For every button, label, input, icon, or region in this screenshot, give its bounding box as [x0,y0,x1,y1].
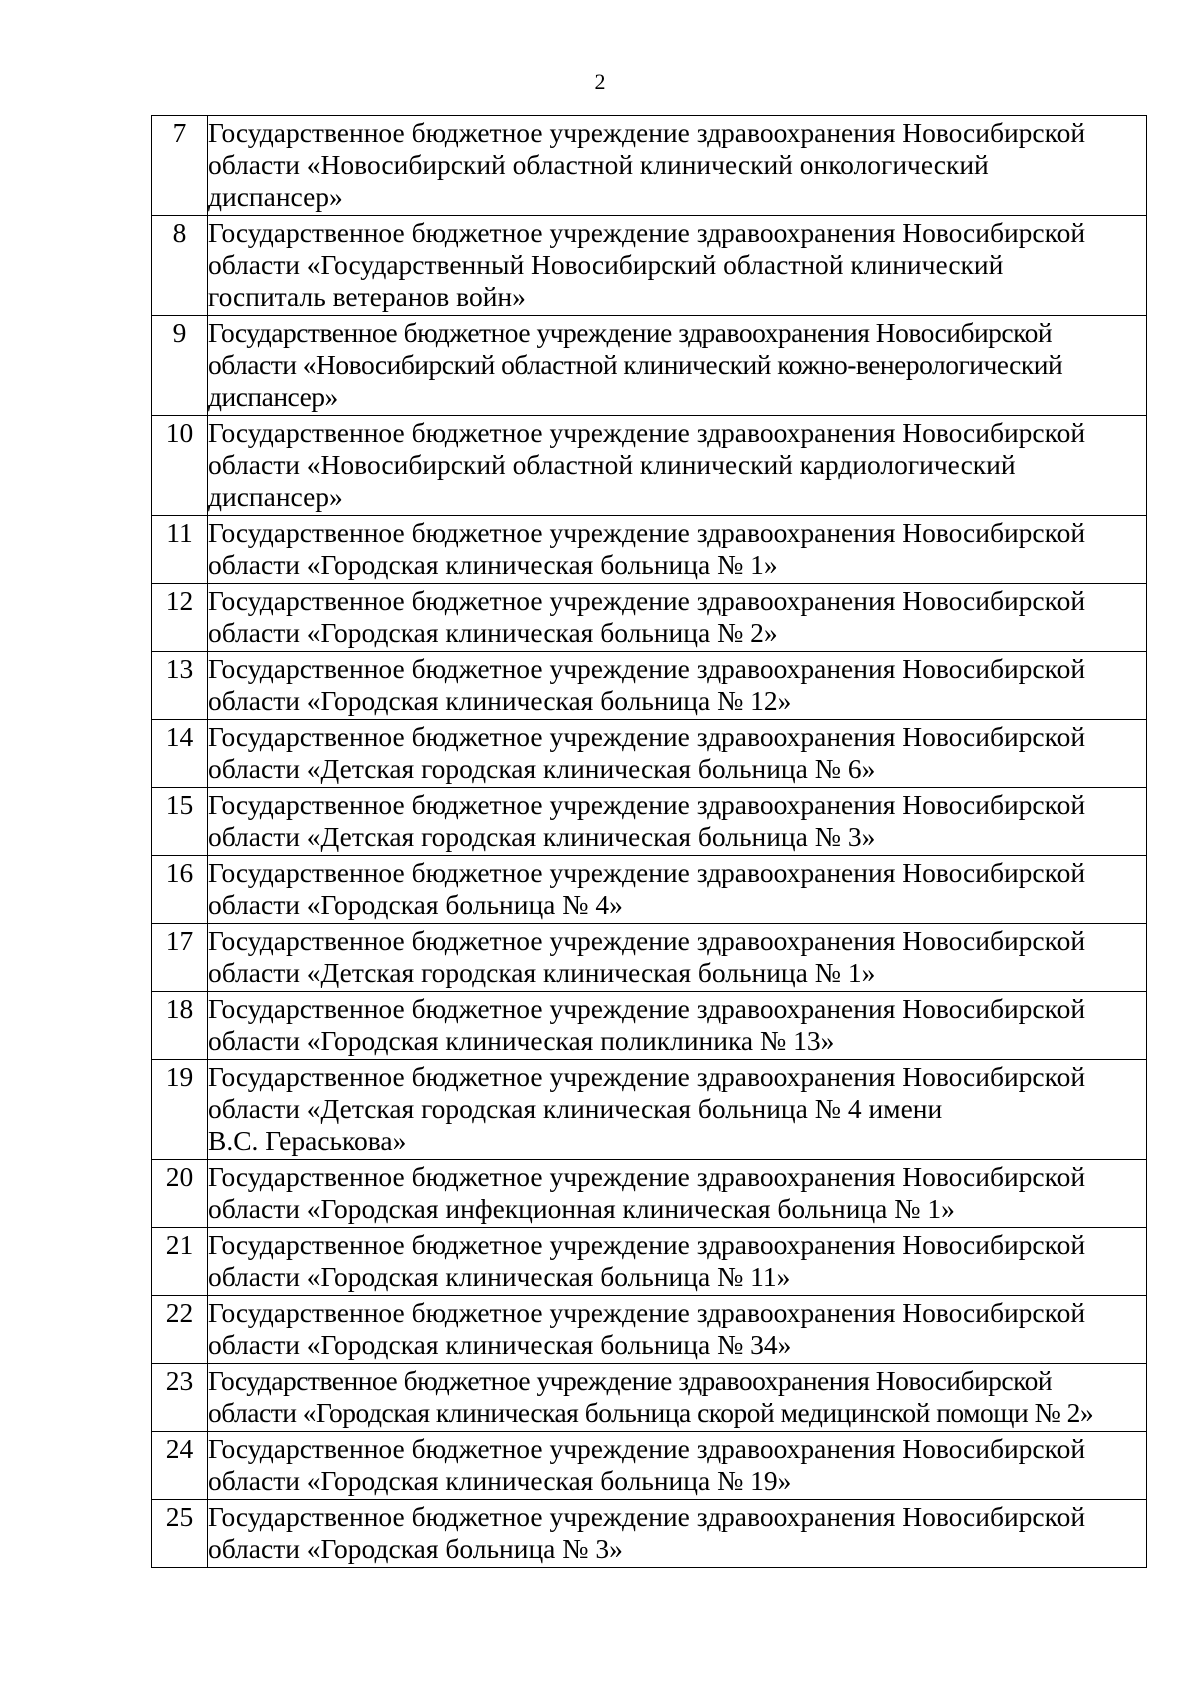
row-number: 15 [152,788,208,856]
institution-name: Государственное бюджетное учреждение здравоохранения Новосибирской области «Городская клиническая больница № 34» [208,1296,1147,1364]
row-number: 21 [152,1228,208,1296]
institution-name: Государственное бюджетное учреждение здравоохранения Новосибирской области «Детская городская клиническая больница № 1» [208,924,1147,992]
institution-name: Государственное бюджетное учреждение здравоохранения Новосибирской области «Городская клиническая больница № 1» [208,516,1147,584]
table-row [152,216,1147,316]
institution-name: Государственное бюджетное учреждение здравоохранения Новосибирской области «Городская клиническая больница № 12» [208,652,1147,720]
table-row [152,992,1147,1060]
table-row [152,316,1147,416]
institution-name: Государственное бюджетное учреждение здравоохранения Новосибирской области «Детская городская клиническая больница № 6» [208,720,1147,788]
institution-name: Государственное бюджетное учреждение здравоохранения Новосибирской области «Новосибирский областной клинический онкологический диспансер» [208,116,1147,216]
institution-name: Государственное бюджетное учреждение здравоохранения Новосибирской области «Новосибирский областной клинический кожно-венерологический диспансер» [208,316,1147,416]
row-number: 8 [152,216,208,316]
row-number: 22 [152,1296,208,1364]
table-row [152,924,1147,992]
row-number: 16 [152,856,208,924]
table-row [152,584,1147,652]
table-row [152,516,1147,584]
row-number: 23 [152,1364,208,1432]
institution-name: Государственное бюджетное учреждение здравоохранения Новосибирской области «Городская клиническая больница № 11» [208,1228,1147,1296]
table-row [152,416,1147,516]
table-row [152,1228,1147,1296]
table-row [152,1364,1147,1432]
institution-name: Государственное бюджетное учреждение здравоохранения Новосибирской области «Городская больница № 4» [208,856,1147,924]
table-row [152,1432,1147,1500]
row-number: 10 [152,416,208,516]
table-row [152,856,1147,924]
institution-name: Государственное бюджетное учреждение здравоохранения Новосибирской области «Городская клиническая больница скорой медицинской помощи № 2» [208,1364,1147,1432]
row-number: 13 [152,652,208,720]
table-row [152,1296,1147,1364]
page-number: 2 [594,69,606,94]
table-row [152,116,1147,216]
institutions-table [151,115,1147,1568]
row-number: 9 [152,316,208,416]
table-row [152,652,1147,720]
institution-name: Государственное бюджетное учреждение здравоохранения Новосибирской области «Новосибирский областной клинический кардиологический диспансер» [208,416,1147,516]
institution-name: Государственное бюджетное учреждение здравоохранения Новосибирской области «Государственный Новосибирский областной клинический госпиталь ветеранов войн» [208,216,1147,316]
institution-name: Государственное бюджетное учреждение здравоохранения Новосибирской области «Детская городская клиническая больница № 3» [208,788,1147,856]
table-row [152,788,1147,856]
table-row [152,720,1147,788]
row-number: 7 [152,116,208,216]
row-number: 12 [152,584,208,652]
row-number: 24 [152,1432,208,1500]
institution-name: Государственное бюджетное учреждение здравоохранения Новосибирской области «Городская инфекционная клиническая больница № 1» [208,1160,1147,1228]
institution-name: Государственное бюджетное учреждение здравоохранения Новосибирской области «Городская больница № 3» [208,1500,1147,1568]
table-row [152,1500,1147,1568]
institution-name: Государственное бюджетное учреждение здравоохранения Новосибирской области «Городская клиническая больница № 19» [208,1432,1147,1500]
row-number: 17 [152,924,208,992]
row-number: 18 [152,992,208,1060]
table-row [152,1060,1147,1160]
table-row [152,1160,1147,1228]
row-number: 11 [152,516,208,584]
institution-name: Государственное бюджетное учреждение здравоохранения Новосибирской области «Городская клиническая поликлиника № 13» [208,992,1147,1060]
row-number: 25 [152,1500,208,1568]
row-number: 14 [152,720,208,788]
row-number: 19 [152,1060,208,1160]
institution-name: Государственное бюджетное учреждение здравоохранения Новосибирской области «Детская городская клиническая больница № 4 имени В.С. Гераськова» [208,1060,1147,1160]
row-number: 20 [152,1160,208,1228]
institution-name: Государственное бюджетное учреждение здравоохранения Новосибирской области «Городская клиническая больница № 2» [208,584,1147,652]
